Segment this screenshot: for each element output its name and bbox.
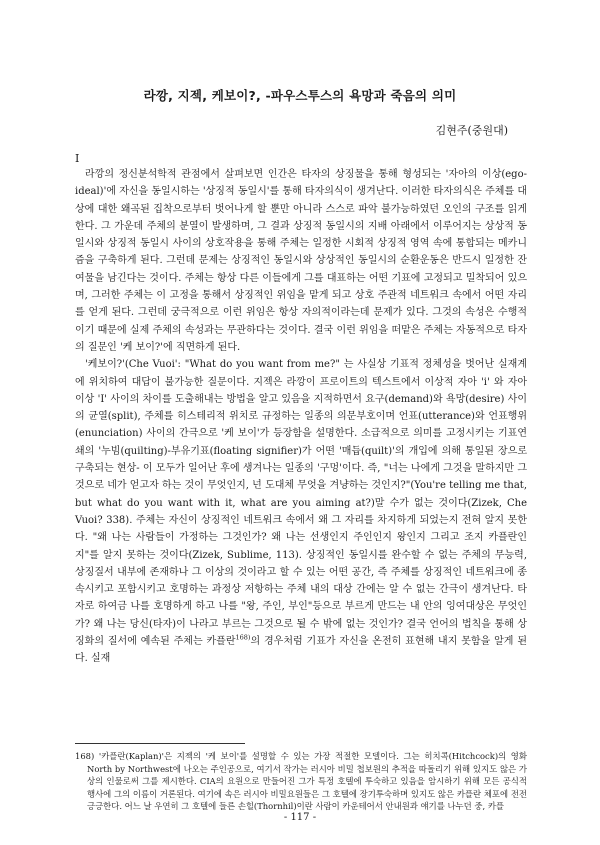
footnote-divider (75, 743, 245, 744)
footnote-body (75, 750, 527, 813)
section-number: I (75, 152, 80, 165)
footnote-marker: 168) (75, 751, 95, 761)
page-title: 라깡, 지젝, 케보이?, -파우스투스의 욕망과 죽음의 의미 (143, 88, 457, 103)
paragraph-text: '케보이?'(Che Vuoi': "What do you want from me?" 는 사실상 기표적 정체성을 벗어난 실재계에 위치하여 대답이 불가능한 질문이다. 지젝은 라깡이 프로이트의 텍스트에서 이상적 자아 'i' 와 자아 이상 'I' 사이의 차이를 도출해내는 방법을 알고 있음을 지적하면서 요구(demand)와 욕망(desire) 사이의 균열(split), 주체를 히스테리적 위치로 규정하는 일종의 의문부호이며 언표(utterance)와 언표행위(enunciation) 사이의 간극으로 '케 보이'가 등장함을 설명한다. 소급적으로 의미를 고정시키는 기표연쇄의 '누빔(quilting)-부유기표(floating signifier)가 어떤 '매듭(quilt)'의 개입에 의해 통일된 장으로 구축되는 현상- 이 모두가 일어난 후에 생겨나는 일종의 '구멍'이다. 즉, "너는 나에게 그것을 말하지만 그것으로 네가 얻고자 하는 것이 무엇인지, 넌 도대체 무엇을 겨냥하는 것인지?"(You're telling me that, but what do you want with it, what are you aiming at?)말 수가 없는 것이다(Zizek, Che Vuoi? 338). 주체는 자신이 상징적인 네트워크 속에서 왜 그 자리를 차지하게 되었는지 전혀 알지 못한다. "왜 나는 사람들이 가정하는 그것인가? 왜 나는 선생인지 주인인지 왕인지 그리고 조지 카플란인지"를 알지 못하는 것이다(Zizek, Sublime, 113). 상징적인 동일시를 완수할 수 없는 주체의 무능력, 상징질서 내부에 존재하나 그 이상의 것이라고 할 수 있는 어떤 공간, 즉 주체를 상징적인 네트워크에 종속시키고 포함시키고 호명하는 과정상 저항하는 주체 내의 대상 간에는 알 수 없는 간극이 생겨난다. 타자로 하여금 나를 호명하게 하고 나를 "왕, 주인, 부인"등으로 부르게 만드는 내 안의 잉여대상은 무엇인가? 왜 나는 당신(타자)이 나라고 부르는 그것으로 될 수 밖에 없는 것인가? 결국 언어의 법칙을 통해 상징화의 질서에 예속된 주체는 카플란 (75, 359, 527, 648)
footnote-text: '카플란(Kaplan)'은 지젝의 '케 보이'를 설명할 수 있는 가장 적절한 모델이다. 그는 히치콕(Hitchcock)의 영화 North by Northwest에 나오는 주인공으로, 여기서 작가는 러시아 비밀 첩보원의 추적을 따돌리기 위해 있지도 않은 가상의 인물로써 그를 제시한다. CIA의 요원으로 만들어진 그가 특정 호텔에 투숙하고 있음을 암시하기 위해 모든 공식적 행사에 그의 이름이 거론된다. 여기에 속은 러시아 비밀요원들은 그 호텔에 장기투숙하며 있지도 않은 카플란 체포에 전전긍긍한다. 어느 날 우연히 그 호텔에 들른 손힐(Thornhil)이란 사람이 카운테어서 안내원과 얘기를 나누던 중, 카플 (87, 751, 527, 812)
paragraph-text: 의 경우처럼 기표가 자신을 온전히 표현해 내지 못함을 알게 된다. 실재 (75, 636, 527, 665)
footnote-reference[interactable]: 168) (235, 633, 251, 642)
footnote (75, 750, 527, 813)
body-text (75, 166, 527, 668)
paragraph (75, 356, 527, 667)
author: 김현주(중원대) (435, 124, 508, 137)
paragraph: 라깡의 정신분석학적 관점에서 살펴보면 인간은 타자의 상징물을 통해 형성되는 '자아의 이상(ego-ideal)'에 자신을 동일시하는 '상징적 동일시'를 통해 타자의식이 생겨난다. 이러한 타자의식은 주체를 대상에 대한 왜곡된 집착으로부터 벗어나게 할 뿐만 아니라 스스로 파악 불가능하였던 오인의 구조를 읽게 한다. 그 가운데 주체의 분열이 발생하며, 그 결과 상징적 동일시의 지배 아래에서 이루어지는 상상적 동일시와 상징적 동일시 사이의 상호작용을 통해 주체는 일정한 시회적 상징적 영역 속에 통합되는 메카니즘을 구축하게 된다. 그런데 문제는 상징적인 동일시와 상상적인 동일시의 순환운동은 반드시 일정한 잔여물을 남긴다는 것이다. 주체는 항상 다른 이들에게 그를 대표하는 어떤 기표에 고정되고 밀착되어 있으며, 그러한 주체는 이 고정을 통해서 상징적인 위임을 맡게 되고 상호 주관적 네트워크 속에서 어떤 자리를 얻게 된다. 그런데 궁극적으로 이런 위임은 항상 자의적이라는데 문제가 있다. 그것의 속성은 수행적이기 때문에 실제 주체의 속성과는 무관하다는 것이다. 결국 이런 위임을 떠맡은 주체는 자동적으로 타자의 질문인 '케 보이?'에 직면하게 된다. (75, 169, 527, 353)
page-number: - 117 - (283, 812, 317, 823)
